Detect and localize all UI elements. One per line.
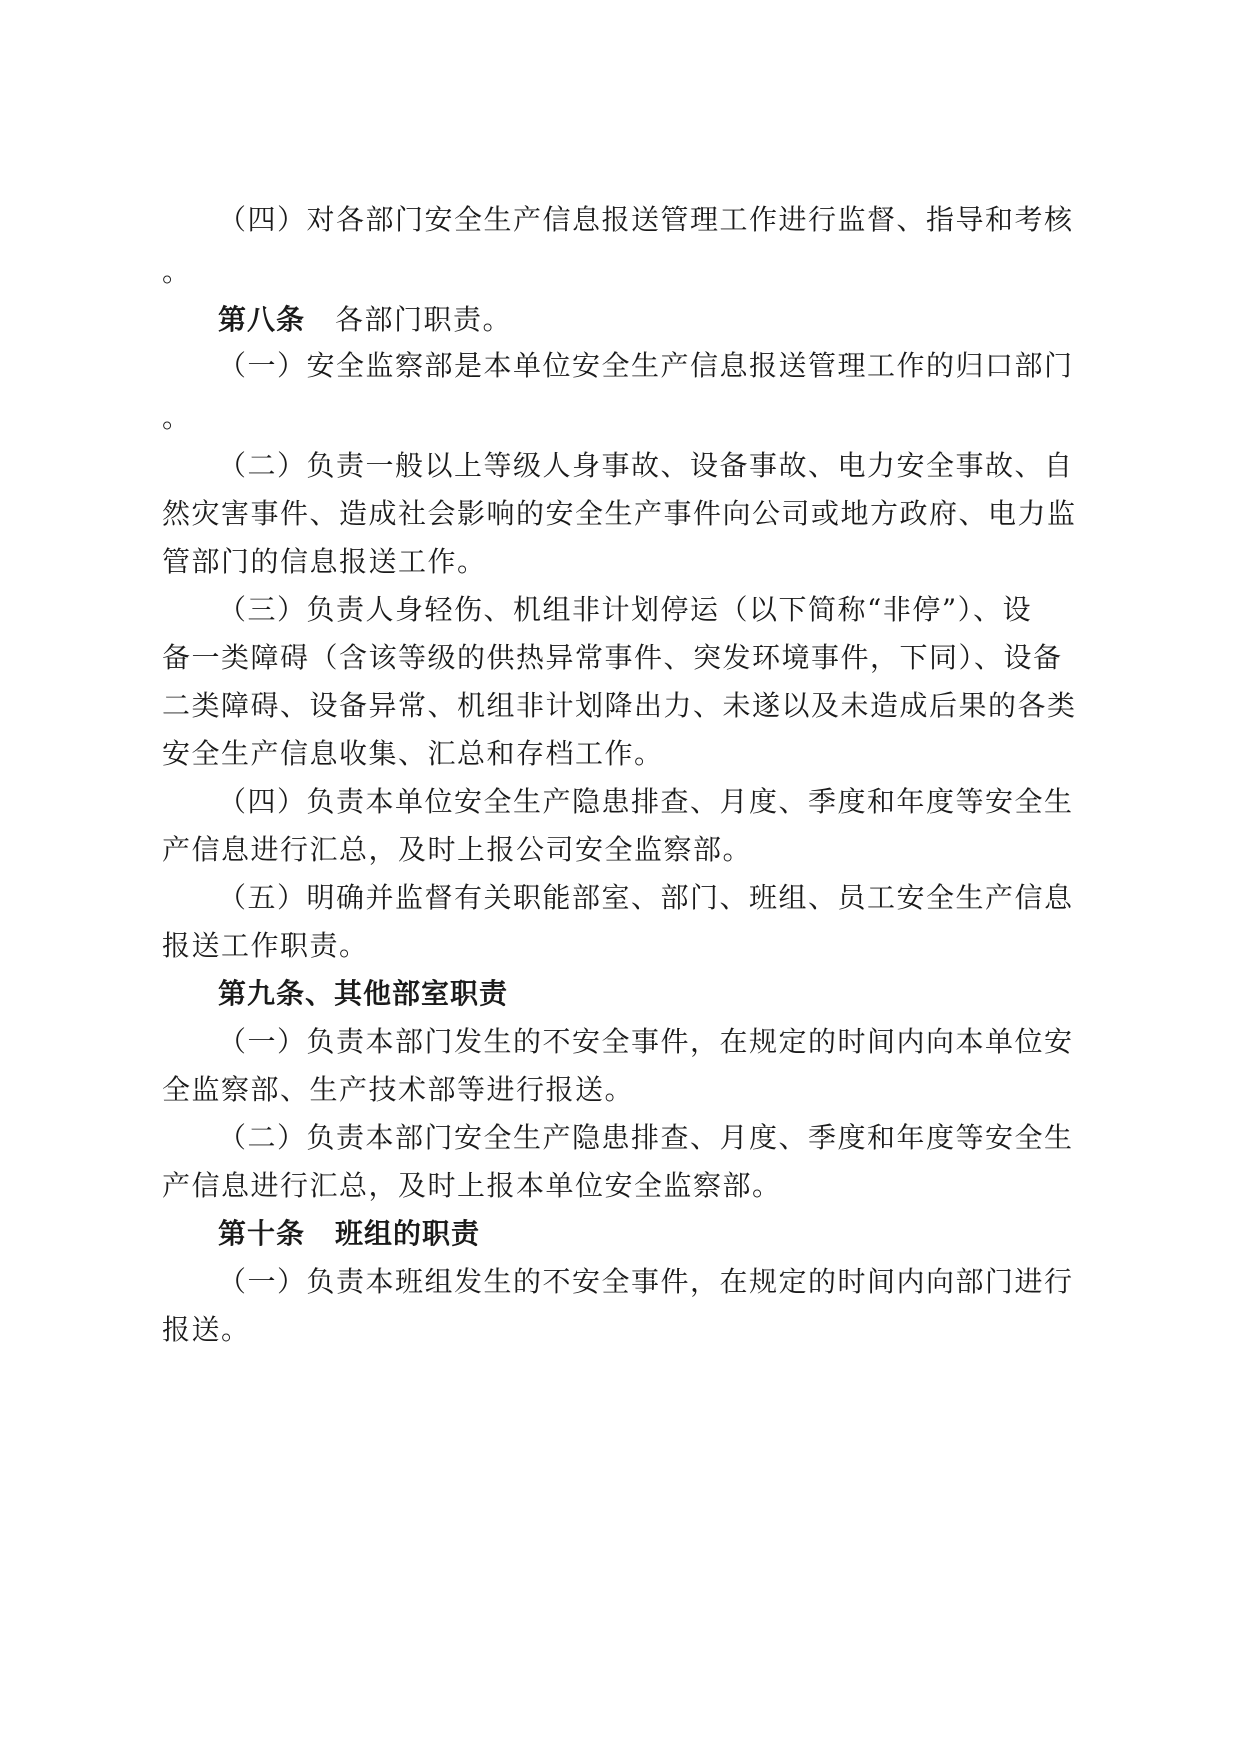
paragraph-line: 报送工作职责。 [162, 929, 369, 962]
paragraph-line: 二类障碍、设备异常、机组非计划降出力、未遂以及未造成后果的各类 [162, 689, 1077, 722]
article-title: 各部门职责。 [335, 303, 513, 336]
paragraph-line: （五）明确并监督有关职能部室、部门、班组、员工安全生产信息 [218, 881, 1074, 914]
paragraph-line: 。 [162, 401, 192, 434]
article-number: 第十条 [218, 1217, 306, 1250]
article-heading [218, 1214, 1082, 1254]
paragraph-line: 产信息进行汇总，及时上报公司安全监察部。 [162, 833, 753, 866]
article-title: 班组的职责 [335, 1217, 481, 1250]
paragraph-line: （三）负责人身轻伤、机组非计划停运（以下简称“非停”）、设 [218, 593, 1033, 626]
paragraph-line: （四）负责本单位安全生产隐患排查、月度、季度和年度等安全生 [218, 785, 1074, 818]
paragraph-line: 全监察部、生产技术部等进行报送。 [162, 1073, 635, 1106]
paragraph-line: （一）负责本部门发生的不安全事件，在规定的时间内向本单位安 [218, 1025, 1074, 1058]
paragraph-line: 管部门的信息报送工作。 [162, 545, 487, 578]
paragraph-line: 报送。 [162, 1313, 251, 1346]
paragraph-line: 。 [162, 255, 192, 288]
article-heading [218, 300, 1082, 340]
paragraph-line: （二）负责一般以上等级人身事故、设备事故、电力安全事故、自 [218, 449, 1074, 482]
paragraph-line: 然灾害事件、造成社会影响的安全生产事件向公司或地方政府、电力监 [162, 497, 1077, 530]
paragraph-line: （四）对各部门安全生产信息报送管理工作进行监督、指导和考核 [218, 203, 1074, 236]
paragraph-line: （二）负责本部门安全生产隐患排查、月度、季度和年度等安全生 [218, 1121, 1074, 1154]
article-heading: 第九条、其他部室职责 [218, 977, 509, 1010]
paragraph-line: （一）安全监察部是本单位安全生产信息报送管理工作的归口部门 [218, 349, 1074, 382]
paragraph-line: 产信息进行汇总，及时上报本单位安全监察部。 [162, 1169, 782, 1202]
article-number: 第八条 [218, 303, 306, 336]
paragraph-line: （一）负责本班组发生的不安全事件，在规定的时间内向部门进行 [218, 1265, 1074, 1298]
paragraph-line: 备一类障碍（含该等级的供热异常事件、突发环境事件，下同）、设备 [162, 641, 1063, 674]
paragraph-line: 安全生产信息收集、汇总和存档工作。 [162, 737, 664, 770]
